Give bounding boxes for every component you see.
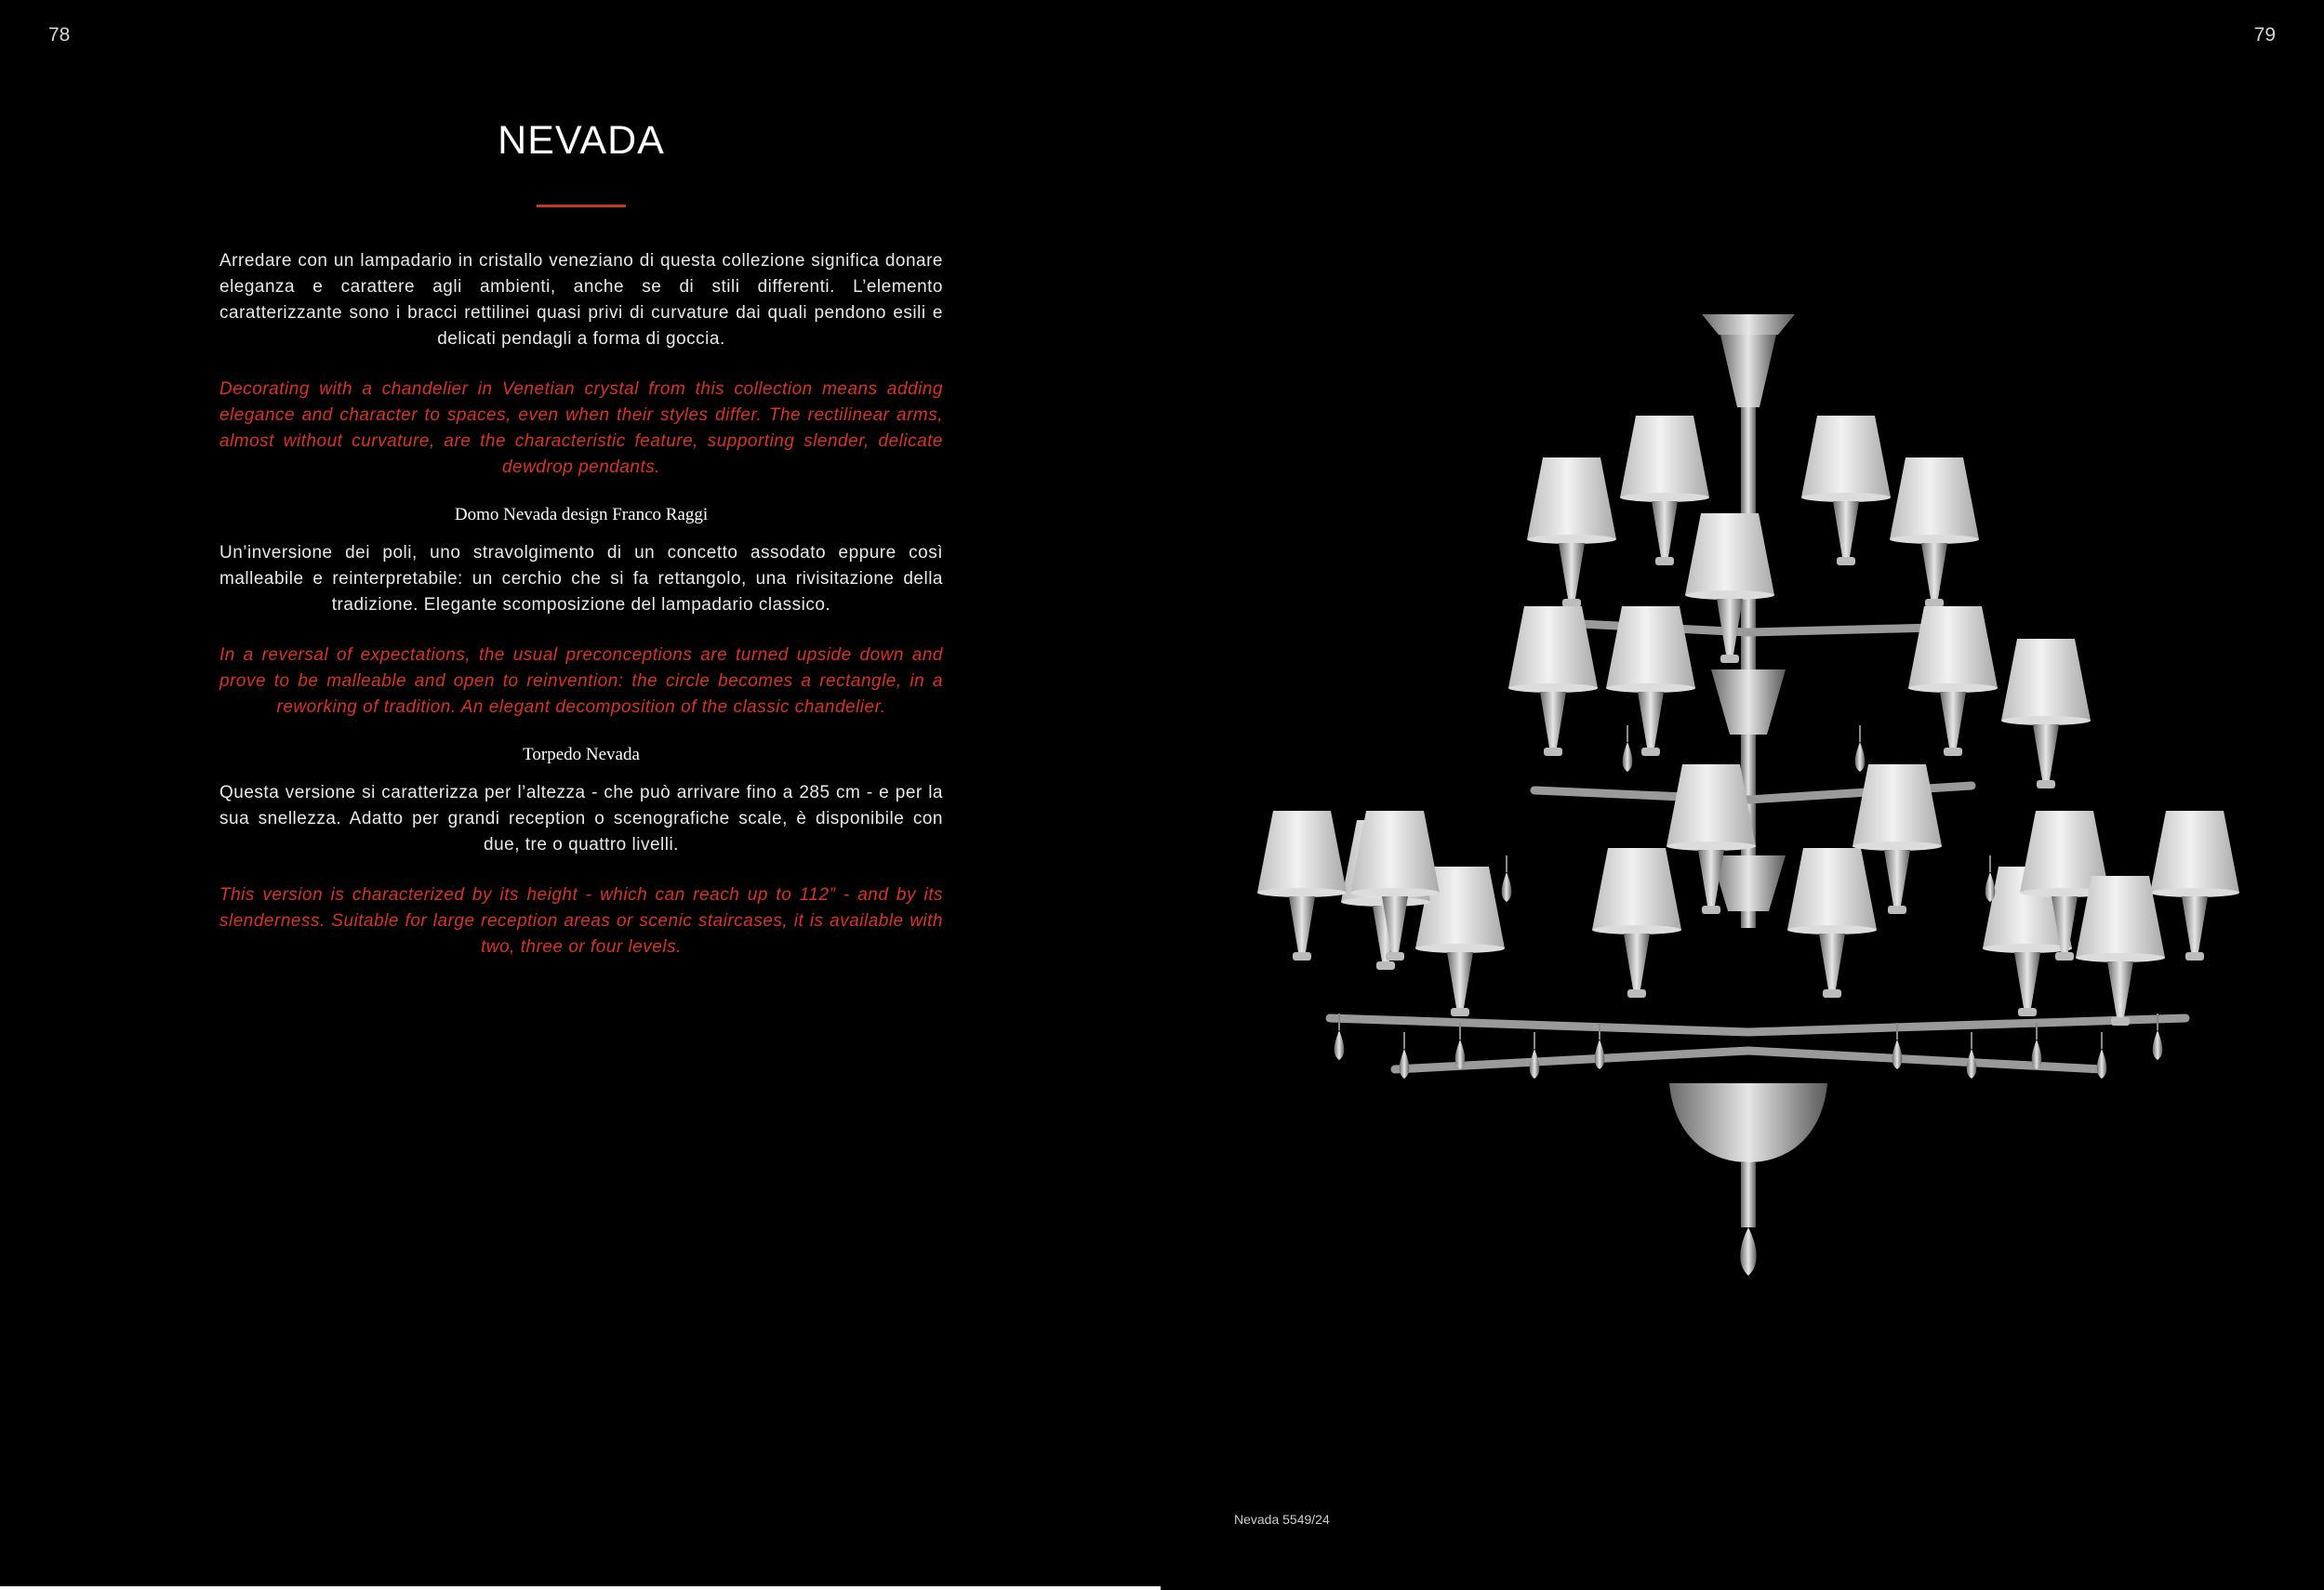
bottom-edge-bar	[0, 1586, 1161, 1590]
image-caption: Nevada 5549/24	[1234, 1512, 1330, 1527]
intro-english: Decorating with a chandelier in Venetian crystal from this collection means adding elegance and character to spaces, even when their styles differ. The rectilinear arms, almost without curvature, are the characteristic feature, supporting slender, delicate dewdrop pendants.	[219, 379, 943, 477]
torpedo-italian: Questa versione si caratterizza per l’altezza - che può arrivare fino a 285 cm - e per la sua snellezza. Adatto per grandi reception o scenografiche scale, è disponibile con due, tre o quattro livelli.	[219, 783, 943, 855]
torpedo-heading: Torpedo Nevada	[523, 745, 640, 764]
chandelier-photo	[1228, 298, 2260, 1330]
page-title: NEVADA	[498, 118, 665, 163]
domo-italian: Un’inversione dei poli, uno stravolgimento di un concetto assodato eppure così malleabile e reinterpretabile: un cerchio che si fa rettangolo, una rivisitazione della tradizione. Elegante scomposizione del lampadario classico.	[219, 543, 943, 615]
torpedo-english: This version is characterized by its height - which can reach up to 112” - and by its slenderness. Suitable for large reception areas or scenic staircases, it is available with two, three or four levels.	[219, 885, 943, 957]
domo-heading: Domo Nevada design Franco Raggi	[454, 505, 709, 524]
domo-english: In a reversal of expectations, the usual preconceptions are turned upside down and prove to be malleable and open to reinvention: the circle becomes a rectangle, in a reworking of tradition. An elegant decomposition of the classic chandelier.	[219, 645, 943, 717]
page-number-left: 78	[48, 24, 71, 46]
text-column	[219, 112, 943, 961]
intro-italian: Arredare con un lampadario in cristallo veneziano di questa collezione significa donare eleganza e carattere agli ambienti, anche se di stili differenti. L’elemento caratterizzante sono i bracci rettilinei quasi privi di curvature dai quali pendono esili e delicati pendagli a forma di goccia.	[219, 251, 943, 349]
page-number-right: 79	[2253, 24, 2276, 46]
title-divider	[537, 205, 626, 207]
